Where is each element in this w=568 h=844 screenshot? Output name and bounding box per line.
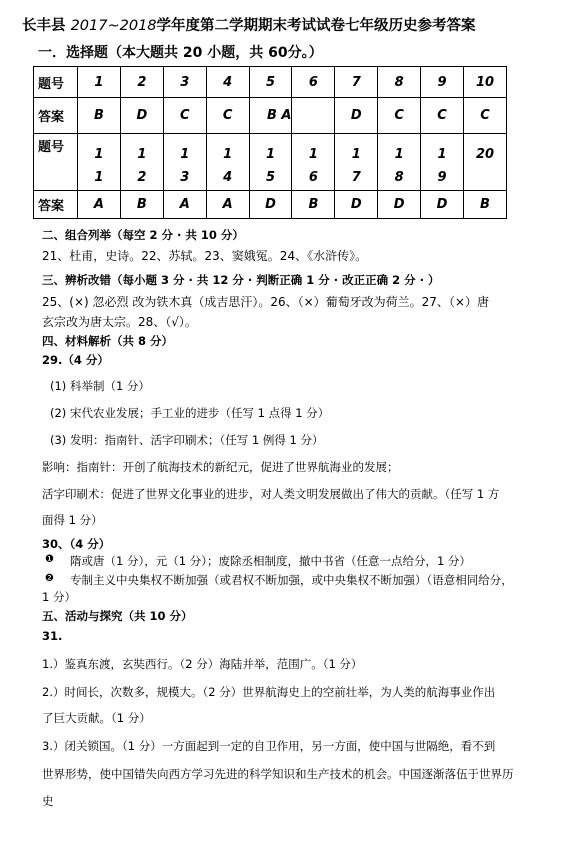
document-title [22, 14, 476, 35]
q29-influence-2a: 活字印刷术：促进了世界文化事业的进步，对人类文明发展做出了伟大的贡献。（任写 1 方 [42, 487, 500, 501]
q30-item-2b: 1 分） [42, 590, 76, 604]
q29-influence-2b: 面得 1 分） [42, 513, 103, 527]
cell: D [249, 191, 292, 219]
cell: 10 [464, 67, 507, 98]
cell: A [163, 191, 206, 219]
q29-influence-1: 影响：指南针：开创了航海技术的新纪元，促进了世界航海业的发展； [42, 460, 399, 474]
bullet-1-icon: ❶ [45, 554, 54, 565]
q29-item-1: (1) 科举制（1 分） [50, 379, 150, 393]
cell: 1 8 [378, 134, 421, 191]
cell: 1 1 [78, 134, 121, 191]
answer-table [33, 66, 507, 219]
cell: 5 [249, 67, 292, 98]
table-row-nums2 [34, 134, 507, 191]
cell: C [163, 98, 206, 134]
cell: 1 7 [335, 134, 378, 191]
cell: C [378, 98, 421, 134]
cell: B [78, 98, 121, 134]
row-label: 答案 [34, 191, 78, 219]
q31-line-3a: 3.）闭关锁国。（1 分）一方面起到一定的自卫作用，另一方面，使中国与世隔绝，看不到 [42, 739, 496, 753]
section2-heading: 二、组合列举（每空 2 分 · 共 10 分） [42, 228, 244, 242]
cell: 1 9 [421, 134, 464, 191]
row-label: 题号 [34, 67, 78, 98]
section3-heading: 三、辨析改错（每小题 3 分 · 共 12 分 · 判断正确 1 分 · 改正正确 2 分 · ） [42, 273, 440, 287]
cell: C [421, 98, 464, 134]
cell: 2 [120, 67, 163, 98]
section3-line2: 玄宗改为唐太宗。28、（√）。 [42, 315, 197, 329]
q29-label: 29.（4 分） [42, 353, 109, 367]
section2-line: 21、杜甫，史诗。22、苏轼。23、窦娥冤。24、《水浒传》。 [42, 249, 368, 263]
section1-heading: 一．选择题（本大题共 20 小题，共 60分。） [38, 45, 323, 61]
cell: 1 [78, 67, 121, 98]
section4-heading: 四、材料解析（共 8 分） [42, 334, 174, 348]
cell: A [78, 191, 121, 219]
q29-item-3: (3) 发明：指南针、活字印刷术；（任写 1 例得 1 分） [50, 433, 324, 447]
cell: B [464, 191, 507, 219]
row-label: 题号 [34, 134, 78, 191]
table-row-nums1 [34, 67, 507, 98]
cell: D [335, 191, 378, 219]
section5-heading: 五、活动与探究（共 10 分） [42, 609, 193, 623]
cell: 6 [292, 67, 335, 98]
row-label: 答案 [34, 98, 78, 134]
cell: 3 [163, 67, 206, 98]
q31-line-3b: 世界形势，使中国错失向西方学习先进的科学知识和生产技术的机会。中国逐渐落伍于世界历 [42, 767, 514, 781]
cell: A [206, 191, 249, 219]
q31-line-2b: 了巨大贡献。（1 分） [42, 711, 151, 725]
cell: 20 [464, 134, 507, 191]
q31-line-3c: 史 [42, 794, 54, 808]
cell: C [464, 98, 507, 134]
cell: 4 [206, 67, 249, 98]
q31-label: 31. [42, 629, 63, 643]
cell: D [378, 191, 421, 219]
q30-item-2a: 专制主义中央集权不断加强（或君权不断加强，或中央集权不断加强）（语意相同给分， [70, 573, 513, 587]
title-suffix: 学年度第二学期期末考试试卷七年级历史参考答案 [156, 18, 476, 34]
bullet-2-icon: ❷ [45, 573, 54, 584]
cell [292, 98, 335, 134]
table-row-ans1 [34, 98, 507, 134]
q30-label: 30、（4 分） [42, 537, 111, 551]
cell: D [421, 191, 464, 219]
cell: 1 4 [206, 134, 249, 191]
cell: D [335, 98, 378, 134]
cell: 7 [335, 67, 378, 98]
q30-item-1: 隋或唐（1 分），元（1 分）；废除丞相制度，撤中书省（任意一点给分，1 分） [70, 554, 471, 568]
cell: 8 [378, 67, 421, 98]
table-row-ans2 [34, 191, 507, 219]
cell: 1 6 [292, 134, 335, 191]
cell: B [292, 191, 335, 219]
cell: C [206, 98, 249, 134]
cell: B [120, 191, 163, 219]
cell: 1 5 [249, 134, 292, 191]
cell: D [120, 98, 163, 134]
section3-line1: 25、(×) 忽必烈 改为铁木真（成吉思汗）。26、（×）葡萄牙改为荷兰。27、（×）唐 [42, 295, 489, 309]
title-years: 2017~2018 [70, 18, 157, 34]
q29-item-2: (2) 宋代农业发展；手工业的进步（任写 1 点得 1 分） [50, 406, 330, 420]
q31-line-2a: 2.）时间长，次数多，规模大。（2 分）世界航海史上的空前壮举，为人类的航海事业作出 [42, 685, 496, 699]
q31-line-1: 1.）鉴真东渡，玄奘西行。（2 分）海陆并举，范围广。（1 分） [42, 657, 363, 671]
cell: 9 [421, 67, 464, 98]
cell: 1 3 [163, 134, 206, 191]
cell: 1 2 [120, 134, 163, 191]
title-prefix: 长丰县 [22, 18, 71, 34]
cell: B A [249, 98, 292, 134]
